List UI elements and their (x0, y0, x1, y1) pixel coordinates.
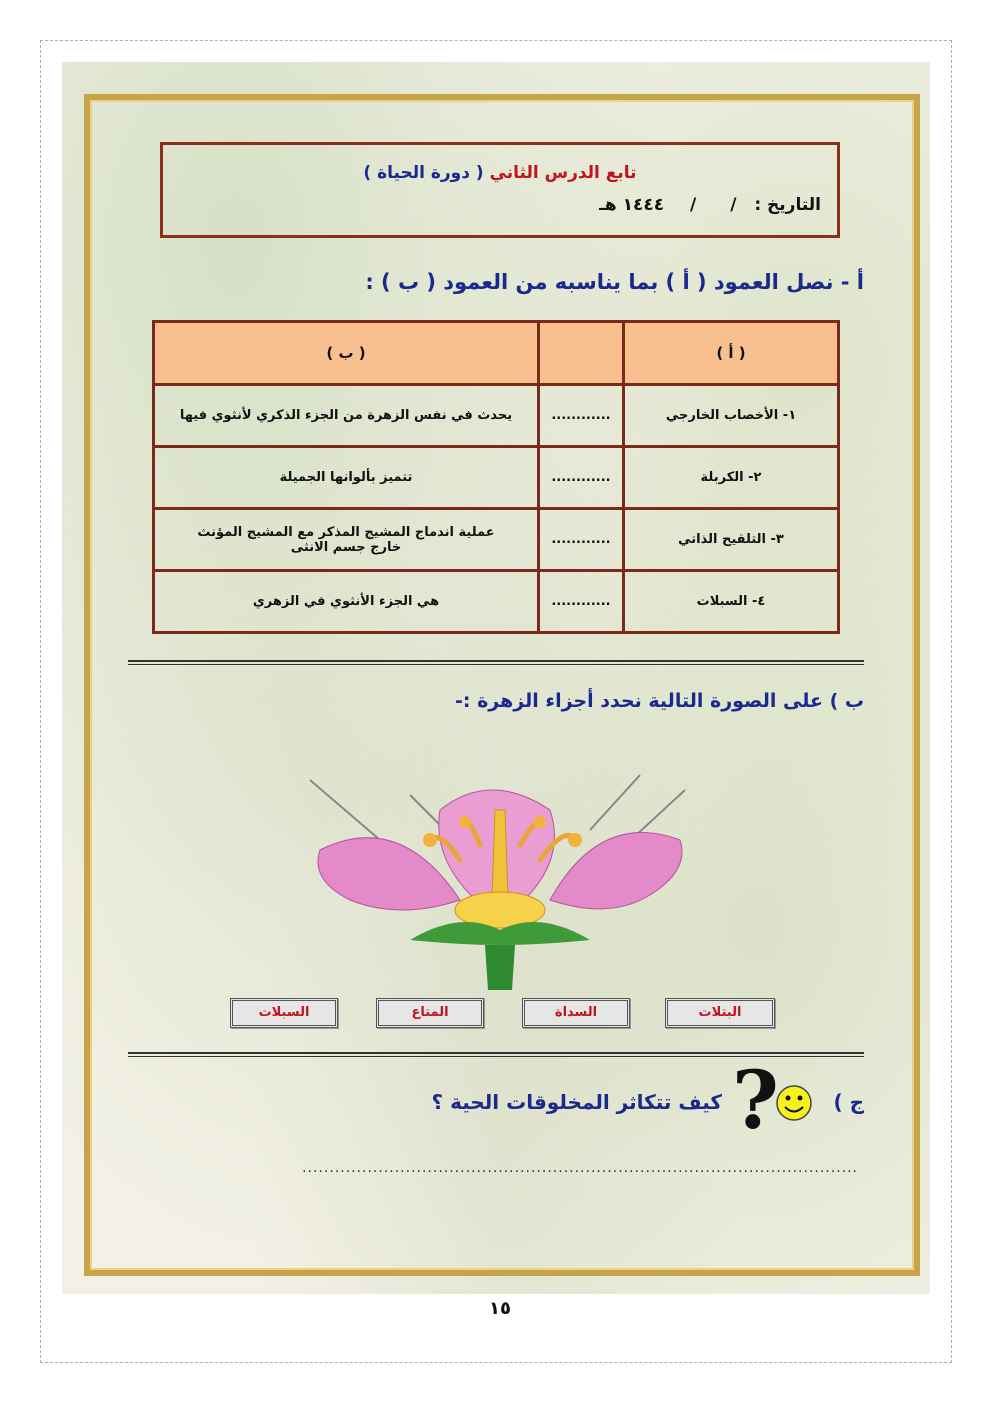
table-row (154, 385, 839, 447)
answer-blank[interactable]: ............ (539, 447, 624, 509)
date-year: ١٤٤٤ هـ (599, 195, 665, 215)
answer-dotted-line[interactable]: ...................................................................................................... (302, 1160, 858, 1176)
flower-diagram (290, 770, 710, 1000)
lesson-title-red: تابع الدرس الثاني (489, 163, 637, 183)
table-row (154, 447, 839, 509)
cell-b: عملية اندماج المشيج المذكر مع المشيج المؤنث خارج جسم الانثى (154, 509, 539, 571)
pointer-line (310, 780, 380, 840)
table-row (154, 571, 839, 633)
page-number: ١٥ (489, 1298, 511, 1319)
petal (318, 838, 460, 910)
cell-b: يحدث في نفس الزهرة من الجزء الذكري لأنثوي فيها (154, 385, 539, 447)
date-sep-2: / (690, 195, 697, 215)
anther (459, 816, 471, 828)
answer-blank[interactable]: ............ (539, 571, 624, 633)
label-petals[interactable]: البتلات (665, 998, 775, 1028)
stem (485, 945, 515, 990)
cell-b: تتميز بألوانها الجميلة (154, 447, 539, 509)
label-pistil[interactable]: المتاع (376, 998, 484, 1028)
cell-b: هي الجزء الأنثوي في الزهري (154, 571, 539, 633)
section-b-heading: ب ) على الصورة التالية نحدد أجزاء الزهرة :- (454, 690, 864, 712)
label-stamen[interactable]: السداة (522, 998, 630, 1028)
lesson-title-blue: ( دورة الحياة ) (363, 163, 484, 183)
cell-a: ٢- الكربلة (624, 447, 839, 509)
section-c-question: كيف تتكاثر المخلوقات الحية ؟ (431, 1090, 722, 1114)
cell-a: ١- الأخصاب الخارجي (624, 385, 839, 447)
anther (568, 833, 582, 847)
separator-1 (128, 660, 864, 665)
lesson-title (163, 163, 837, 183)
table-header-row (154, 322, 839, 385)
smiley-icon (774, 1083, 814, 1123)
date-line (587, 195, 821, 215)
pistil (492, 810, 508, 900)
title-box (160, 142, 840, 238)
date-label: التاريخ : (754, 195, 821, 215)
question-mark-icon: ? (732, 1053, 779, 1147)
col-a-header: ( أ ) (624, 322, 839, 385)
matching-table (152, 320, 840, 634)
col-b-header: ( ب ) (154, 322, 539, 385)
anther (534, 816, 546, 828)
answer-blank[interactable]: ............ (539, 509, 624, 571)
table-row (154, 509, 839, 571)
section-c-marker: ج ) (833, 1090, 864, 1114)
cell-a: ٣- التلقيح الذاتي (624, 509, 839, 571)
answer-blank[interactable]: ............ (539, 385, 624, 447)
cell-a: ٤- السبلات (624, 571, 839, 633)
date-sep-1: / (730, 195, 737, 215)
label-sepals[interactable]: السبلات (230, 998, 338, 1028)
anther (423, 833, 437, 847)
pointer-line (590, 775, 640, 830)
section-a-heading: أ - نصل العمود ( أ ) بما يناسبه من العمود ( ب ) : (365, 270, 864, 294)
col-blank-header (539, 322, 624, 385)
